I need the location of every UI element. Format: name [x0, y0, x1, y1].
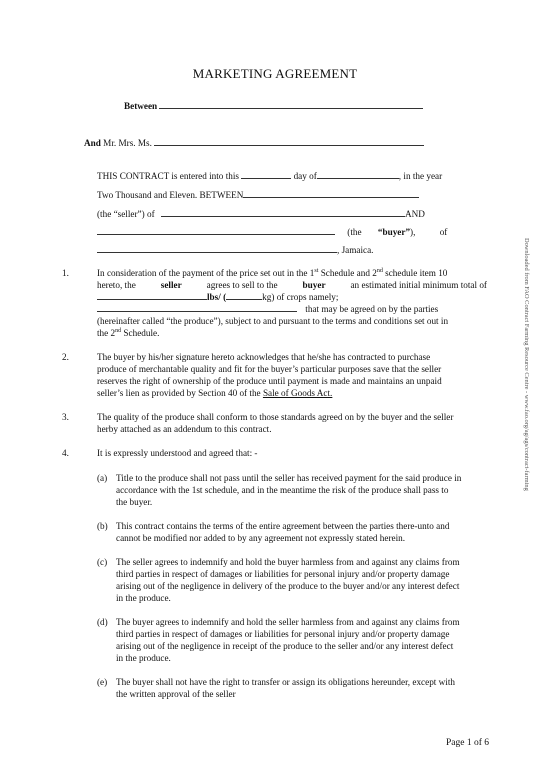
clause-1-line: (hereinafter called “the produce”), subject to and pursuant to the terms and conditions set out in: [97, 316, 449, 326]
seller-address-blank[interactable]: [161, 208, 405, 217]
day-blank[interactable]: [241, 170, 291, 179]
subclause-label: (c): [97, 557, 108, 567]
kg-blank[interactable]: [226, 291, 262, 300]
subclause-c-line: in the produce.: [116, 593, 171, 603]
subclause-label: (e): [97, 677, 108, 687]
intro-line-2: [97, 189, 419, 201]
clause-text: the 2: [97, 328, 116, 338]
intro-text: (the “seller”) of: [97, 209, 155, 219]
intro-text: , in the year: [398, 171, 443, 181]
sale-of-goods-act-reference: Sale of Goods Act.: [262, 388, 333, 398]
page-number: Page 1 of 6: [446, 738, 490, 748]
subclause-label: (b): [97, 521, 108, 531]
buyer-address-blank[interactable]: [97, 244, 337, 253]
clause-text: kg) of crops namely;: [262, 292, 339, 302]
and-label: And: [84, 138, 101, 148]
seller-term: seller: [160, 280, 182, 290]
intro-text: day of: [293, 171, 317, 181]
buyer-blank[interactable]: [97, 226, 335, 235]
subclause-a-line: Title to the produce shall not pass until the seller has received payment for the said produce in: [116, 473, 462, 483]
subclause-b-line: This contract contains the terms of the entire agreement between the parties there-unto and: [116, 521, 450, 531]
clause-text: seller’s lien as provided by Section 40 of the: [97, 388, 263, 398]
intro-text: of: [439, 227, 448, 237]
subclause-label: (a): [97, 473, 108, 483]
buyer-term: buyer: [302, 280, 326, 290]
intro-line-1: [97, 170, 442, 182]
subclause-d-line: arising out of the negligence in receipt of the produce to the seller and/or any interest defect: [116, 641, 454, 651]
clause-text: schedule item 10: [382, 268, 448, 278]
download-source-text: Downloaded from FAO Contract Farming Resource Centre - www.fao.org/ag/ags/contract-farming: [523, 238, 530, 491]
intro-text: Two Thousand and Eleven.: [97, 190, 198, 200]
download-source-note: [521, 238, 531, 538]
clause-1-line: [97, 327, 159, 339]
month-blank[interactable]: [317, 170, 399, 179]
clause-2-line: reserves the right of ownership of the produce until payment is made and maintains an unpaid: [97, 376, 442, 386]
clause-number: 1.: [62, 268, 69, 278]
clause-1-line: [97, 303, 438, 315]
lbs-blank[interactable]: [97, 291, 207, 300]
clause-2-line: [97, 387, 332, 399]
between-line: [124, 100, 423, 112]
intro-text: BETWEEN: [199, 190, 244, 200]
superscript: st: [314, 267, 319, 274]
subclause-a-line: the buyer.: [116, 497, 153, 507]
intro-text: ),: [410, 227, 416, 237]
clause-4-line: It is expressly understood and agreed that: -: [97, 448, 258, 458]
clause-2-line: The buyer by his/her signature hereto acknowledges that he/she has contracted to purchase: [97, 352, 431, 362]
clause-text: In consideration of the payment of the price set out in the 1: [97, 268, 315, 278]
and-blank[interactable]: [154, 137, 424, 146]
clause-text: agrees to sell to the: [206, 280, 278, 290]
clause-1-line: [97, 291, 338, 303]
subclause-a-line: accordance with the 1st schedule, and in the meantime the risk of the produce shall pass to: [116, 485, 449, 495]
intro-text: (the: [347, 227, 362, 237]
clause-text: Schedule.: [121, 328, 160, 338]
clause-number: 3.: [62, 412, 69, 422]
and-titles: Mr. Mrs. Ms.: [103, 138, 152, 148]
clause-number: 4.: [62, 448, 69, 458]
between-blank[interactable]: [159, 100, 423, 109]
subclause-c-line: third parties in respect of damages or liabilities for personal injury and/or property damage: [116, 569, 450, 579]
subclause-d-line: third parties in respect of damages or liabilities for personal injury and/or property damage: [116, 629, 450, 639]
subclause-c-line: The seller agrees to indemnify and hold the buyer harmless from and against any claims from: [116, 557, 460, 567]
intro-line-3: [97, 208, 425, 220]
subclause-label: (d): [97, 617, 108, 627]
clause-text: that may be agreed on by the parties: [305, 304, 439, 314]
subclause-b-line: cannot be modified nor added to by any agreement not expressly stated herein.: [116, 533, 406, 543]
lbs-label: lbs/ (: [207, 292, 227, 302]
subclause-e-line: the written approval of the seller: [116, 689, 236, 699]
clause-text: an estimated initial minimum total of: [350, 280, 487, 290]
document-title: MARKETING AGREEMENT: [192, 66, 358, 81]
clause-text: Schedule and 2: [318, 268, 377, 278]
intro-line-4: [97, 226, 447, 238]
superscript: nd: [115, 327, 122, 334]
between-label: Between: [124, 101, 158, 111]
buyer-term: “buyer”: [377, 227, 411, 237]
and-line: [84, 137, 424, 149]
crops-blank[interactable]: [97, 303, 297, 312]
superscript: nd: [376, 267, 383, 274]
clause-text: hereto, the: [97, 280, 136, 290]
clause-1-line: [97, 267, 447, 279]
party-blank[interactable]: [243, 189, 419, 198]
clause-number: 2.: [62, 352, 69, 362]
subclause-c-line: arising out of the negligence in delivery of the produce to the buyer and/or any interest defect: [116, 581, 460, 591]
clause-3-line: The quality of the produce shall conform to those standards agreed on by the buyer and the seller: [97, 412, 454, 422]
intro-text: THIS CONTRACT is entered into this: [97, 171, 239, 181]
intro-line-5: [97, 244, 373, 256]
subclause-e-line: The buyer shall not have the right to transfer or assign its obligations hereunder, except with: [116, 677, 455, 687]
clause-3-line: herby attached as an addendum to this contract.: [97, 424, 272, 434]
subclause-d-line: The buyer agrees to indemnify and hold the seller harmless from and against any claims from: [116, 617, 460, 627]
clause-2-line: produce of merchantable quality and fit for the buyer’s particular purposes save that the seller: [97, 364, 442, 374]
subclause-d-line: in the produce.: [116, 653, 171, 663]
intro-text: , Jamaica.: [337, 245, 374, 255]
clause-1-line: [97, 279, 487, 291]
intro-text: AND: [404, 209, 425, 219]
